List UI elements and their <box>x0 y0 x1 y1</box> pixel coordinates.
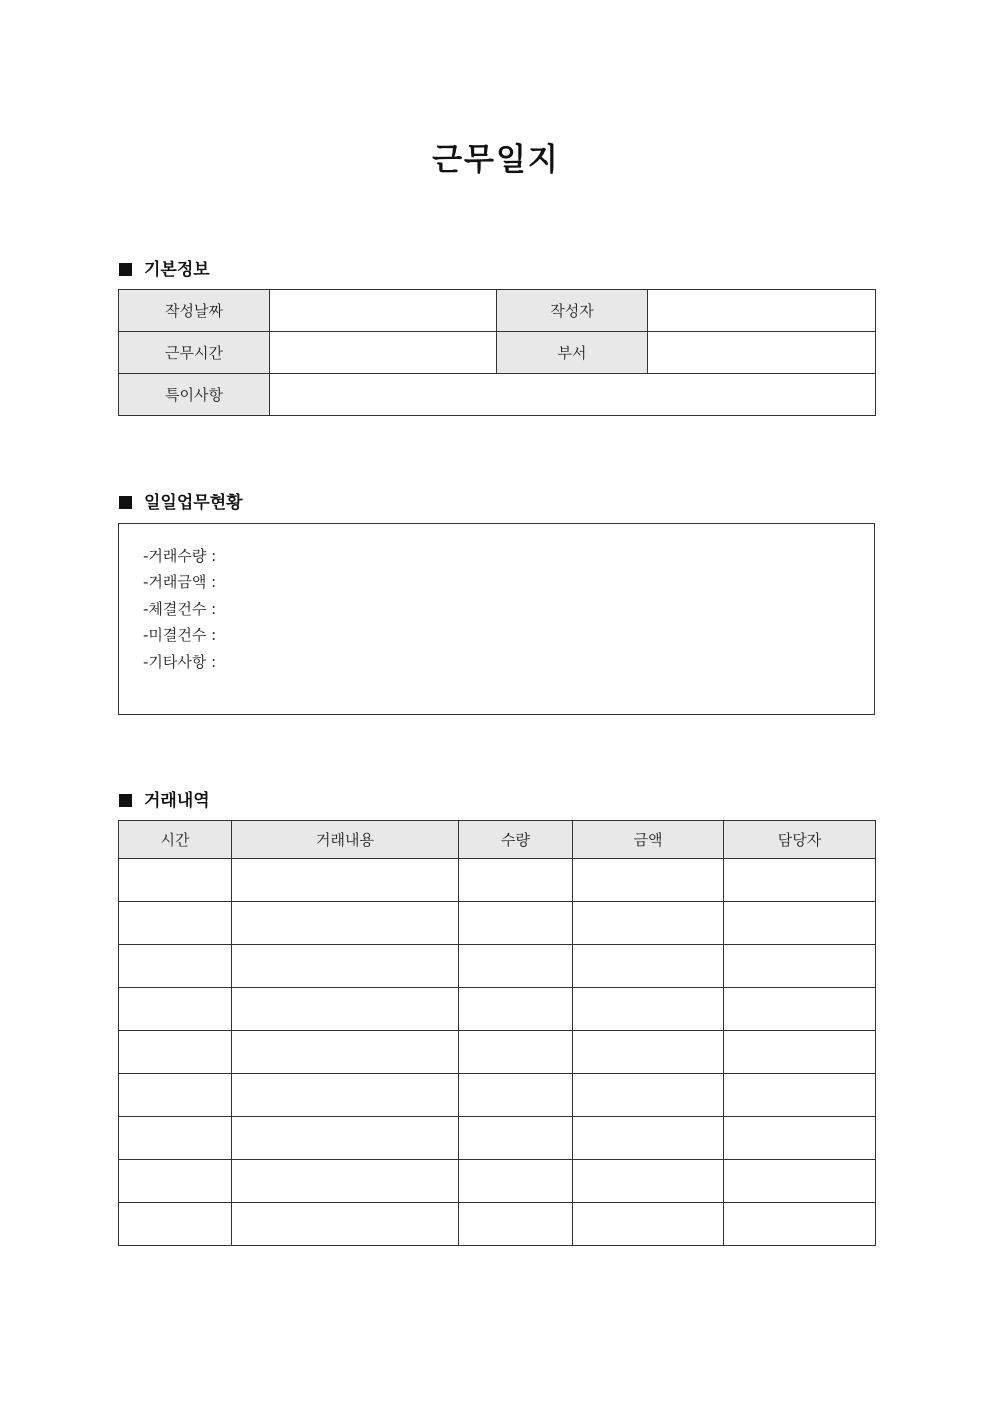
person-cell[interactable] <box>724 1160 876 1203</box>
description-cell[interactable] <box>232 859 459 902</box>
basic-info-table <box>118 289 876 416</box>
daily-line-other-notes: -기타사항 : <box>143 653 217 671</box>
daily-line-trade-quantity: -거래수량 : <box>143 547 217 565</box>
table-row <box>119 1160 876 1203</box>
person-cell[interactable] <box>724 902 876 945</box>
quantity-cell[interactable] <box>459 1160 573 1203</box>
time-cell[interactable] <box>119 902 232 945</box>
table-row <box>119 859 876 902</box>
description-cell[interactable] <box>232 1117 459 1160</box>
work-hours-label: 근무시간 <box>119 332 270 374</box>
person-cell[interactable] <box>724 988 876 1031</box>
square-bullet-icon <box>119 263 132 276</box>
person-cell[interactable] <box>724 1117 876 1160</box>
quantity-cell[interactable] <box>459 988 573 1031</box>
amount-cell[interactable] <box>573 1203 724 1246</box>
author-field[interactable] <box>648 290 876 332</box>
section-heading-basic-info <box>119 255 210 280</box>
description-cell[interactable] <box>232 1203 459 1246</box>
transactions-body <box>119 859 876 1246</box>
time-cell[interactable] <box>119 988 232 1031</box>
square-bullet-icon <box>119 496 132 509</box>
department-field[interactable] <box>648 332 876 374</box>
table-row <box>119 332 876 374</box>
person-cell[interactable] <box>724 859 876 902</box>
table-row <box>119 945 876 988</box>
description-cell[interactable] <box>232 945 459 988</box>
person-cell[interactable] <box>724 1074 876 1117</box>
column-header-quantity: 수량 <box>459 821 573 859</box>
description-cell[interactable] <box>232 1074 459 1117</box>
table-row <box>119 374 876 416</box>
daily-line-executed-count: -체결건수 : <box>143 600 217 618</box>
description-cell[interactable] <box>232 1160 459 1203</box>
work-hours-field[interactable] <box>270 332 497 374</box>
quantity-cell[interactable] <box>459 1203 573 1246</box>
section-heading-label: 일일업무현황 <box>144 493 243 513</box>
amount-cell[interactable] <box>573 945 724 988</box>
quantity-cell[interactable] <box>459 902 573 945</box>
date-label: 작성날짜 <box>119 290 270 332</box>
table-header-row <box>119 821 876 859</box>
section-heading-transactions <box>119 786 210 811</box>
amount-cell[interactable] <box>573 1074 724 1117</box>
daily-status-box[interactable] <box>118 523 875 715</box>
column-header-amount: 금액 <box>573 821 724 859</box>
quantity-cell[interactable] <box>459 1074 573 1117</box>
amount-cell[interactable] <box>573 1031 724 1074</box>
quantity-cell[interactable] <box>459 1117 573 1160</box>
time-cell[interactable] <box>119 1203 232 1246</box>
table-row <box>119 1203 876 1246</box>
person-cell[interactable] <box>724 1203 876 1246</box>
column-header-time: 시간 <box>119 821 232 859</box>
time-cell[interactable] <box>119 1031 232 1074</box>
table-row <box>119 988 876 1031</box>
table-row <box>119 1074 876 1117</box>
date-field[interactable] <box>270 290 497 332</box>
description-cell[interactable] <box>232 988 459 1031</box>
section-heading-label: 거래내역 <box>144 791 210 811</box>
amount-cell[interactable] <box>573 1117 724 1160</box>
square-bullet-icon <box>119 794 132 807</box>
table-row <box>119 1117 876 1160</box>
amount-cell[interactable] <box>573 988 724 1031</box>
daily-line-pending-count: -미결건수 : <box>143 626 217 644</box>
table-row <box>119 1031 876 1074</box>
amount-cell[interactable] <box>573 902 724 945</box>
author-label: 작성자 <box>497 290 648 332</box>
amount-cell[interactable] <box>573 859 724 902</box>
amount-cell[interactable] <box>573 1160 724 1203</box>
department-label: 부서 <box>497 332 648 374</box>
section-heading-daily-status <box>119 488 243 513</box>
time-cell[interactable] <box>119 1160 232 1203</box>
time-cell[interactable] <box>119 945 232 988</box>
time-cell[interactable] <box>119 859 232 902</box>
time-cell[interactable] <box>119 1117 232 1160</box>
description-cell[interactable] <box>232 902 459 945</box>
section-heading-label: 기본정보 <box>144 260 210 280</box>
column-header-person-in-charge: 담당자 <box>724 821 876 859</box>
quantity-cell[interactable] <box>459 945 573 988</box>
time-cell[interactable] <box>119 1074 232 1117</box>
notes-field[interactable] <box>270 374 876 416</box>
description-cell[interactable] <box>232 1031 459 1074</box>
person-cell[interactable] <box>724 1031 876 1074</box>
page-title: 근무일지 <box>432 142 560 178</box>
quantity-cell[interactable] <box>459 1031 573 1074</box>
column-header-description: 거래내용 <box>232 821 459 859</box>
daily-line-trade-amount: -거래금액 : <box>143 573 217 591</box>
quantity-cell[interactable] <box>459 859 573 902</box>
table-row <box>119 902 876 945</box>
transactions-table <box>118 820 876 1246</box>
table-row <box>119 290 876 332</box>
notes-label: 특이사항 <box>119 374 270 416</box>
person-cell[interactable] <box>724 945 876 988</box>
